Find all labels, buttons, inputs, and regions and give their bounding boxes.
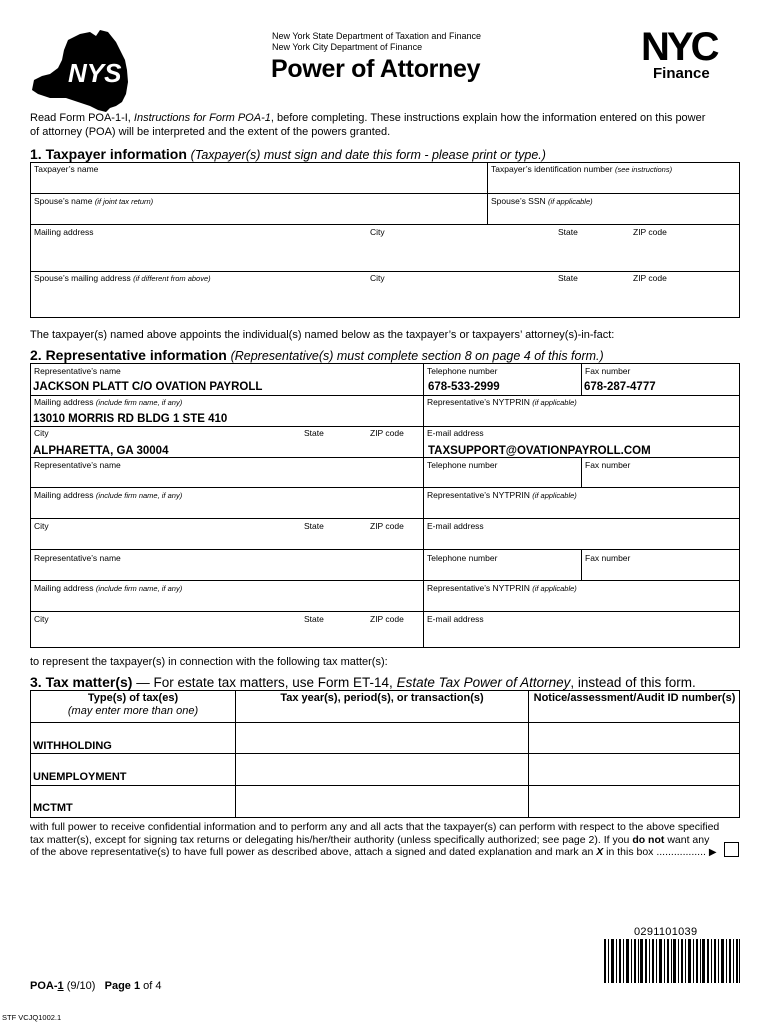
- rep3-city-label: City: [34, 614, 49, 624]
- spouse-ssn-field[interactable]: [488, 206, 739, 223]
- rep3-email-label: E-mail address: [427, 614, 484, 624]
- full-power-checkbox[interactable]: [724, 842, 739, 857]
- spouse-name-field[interactable]: [31, 206, 486, 223]
- spouse-ssn-label: Spouse’s SSN (if applicable): [491, 196, 593, 206]
- rep1-nytprin-label: Representative’s NYTPRIN (if applicable): [427, 397, 577, 407]
- rep3-fax-label: Fax number: [585, 553, 631, 563]
- col-notice-header: Notice/assessment/Audit ID number(s): [533, 692, 736, 704]
- rep2-zip-label: ZIP code: [370, 521, 404, 531]
- intro-line2: of attorney (POA) will be interpreted and the extent of the powers granted.: [30, 125, 391, 138]
- nys-logo: [28, 28, 143, 112]
- intro-italic: Instructions for Form POA-1: [133, 112, 271, 124]
- form-num: 1: [57, 980, 64, 992]
- rep2-city-label: City: [34, 521, 49, 531]
- rep3-state-label: State: [304, 614, 324, 624]
- barcode-image: [604, 939, 740, 983]
- nyc-logo-sub: Finance: [653, 65, 710, 82]
- spouse-name-label: Spouse’s name (if joint tax return): [34, 196, 154, 206]
- full-power-line2-end: want any: [667, 833, 710, 846]
- dept-line-2: New York City Department of Finance: [272, 42, 423, 52]
- full-power-line3-post: in this box .................: [606, 846, 706, 858]
- taxpayer-id-label: Taxpayer’s identification number (see instructions): [491, 164, 673, 174]
- taxpayer-name-label: Taxpayer’s name: [34, 164, 99, 174]
- rep2-fax-label: Fax number: [585, 460, 631, 470]
- barcode-number: 0291101039: [634, 926, 698, 938]
- rep1-email-label: E-mail address: [427, 428, 484, 438]
- taxpayer-id-field[interactable]: [488, 174, 739, 192]
- rep1-zip-label: ZIP code: [370, 428, 404, 438]
- col-period-header: Tax year(s), period(s), or transaction(s): [280, 692, 484, 704]
- col-type-title: Type(s) of tax(es): [87, 692, 179, 704]
- nyc-logo-text: NYC: [641, 25, 717, 69]
- nys-logo-text: NYS: [68, 58, 122, 88]
- section3-heading: [30, 674, 696, 690]
- col-type-header: [31, 692, 235, 718]
- intro-text: [30, 112, 745, 139]
- section2-title: 2. Representative information: [30, 347, 227, 363]
- rep2-email-label: E-mail address: [427, 521, 484, 531]
- spouse-state-label: State: [558, 273, 578, 283]
- rep2-state-label: State: [304, 521, 324, 531]
- mailing-address-field[interactable]: [31, 238, 739, 270]
- full-power-line2: tax matter(s), except for signing tax returns or delegating his/her/their authority (unless specifically authorized; see page 2). If you: [30, 833, 630, 846]
- rep1-name-label: Representative’s name: [34, 366, 121, 376]
- tax-type-row-3[interactable]: MCTMT: [33, 802, 73, 814]
- rep3-mailing-label: Mailing address (include firm name, if any): [34, 583, 183, 593]
- rep1-email-value[interactable]: TAXSUPPORT@OVATIONPAYROLL.COM: [428, 445, 651, 457]
- rep2-nytprin-label: Representative’s NYTPRIN (if applicable): [427, 490, 577, 500]
- form-footer: [30, 980, 162, 992]
- intro-pre: Read Form POA-1-I,: [30, 112, 134, 124]
- page-of: of 4: [143, 980, 162, 992]
- rep1-telephone-value[interactable]: 678-533-2999: [428, 381, 500, 393]
- rep2-telephone-label: Telephone number: [427, 460, 498, 470]
- appoints-text: The taxpayer(s) named above appoints the individual(s) named below as the taxpayer’s or taxpayers’ attorney(s)-in-fact:: [30, 329, 615, 341]
- spouse-mailing-field[interactable]: [31, 284, 739, 317]
- rep1-mailing-label: Mailing address (include firm name, if any): [34, 397, 183, 407]
- intro-post: , before completing. These instructions explain how the information entered on this power: [270, 112, 706, 124]
- rep2-mailing-label: Mailing address (include firm name, if any): [34, 490, 183, 500]
- tax-type-row-1[interactable]: WITHHOLDING: [33, 740, 112, 752]
- section3-dash-text: — For estate tax matters, use Form ET-14,: [136, 675, 397, 690]
- page-title: Power of Attorney: [271, 55, 481, 83]
- rep1-state-label: State: [304, 428, 324, 438]
- rep1-mailing-value[interactable]: 13010 MORRIS RD BLDG 1 STE 410: [33, 413, 228, 425]
- rep3-name-label: Representative’s name: [34, 553, 121, 563]
- rep1-name-value[interactable]: JACKSON PLATT C/O OVATION PAYROLL: [33, 381, 263, 393]
- full-power-x-mark: X: [596, 846, 604, 858]
- rep3-telephone-label: Telephone number: [427, 553, 498, 563]
- form-id: POA-: [30, 980, 58, 992]
- zip-label: ZIP code: [633, 227, 667, 237]
- stf-code: STF VCJQ1002.1: [2, 1013, 62, 1022]
- rep1-city-state-zip-value[interactable]: ALPHARETTA, GA 30004: [33, 445, 169, 457]
- section3-title: 3. Tax matter(s): [30, 674, 133, 690]
- city-label: City: [370, 227, 385, 237]
- state-label: State: [558, 227, 578, 237]
- rep1-fax-value[interactable]: 678-287-4777: [584, 381, 656, 393]
- full-power-line1: with full power to receive confidential information and to perform any and all acts that the taxpayer(s) can perform with respect to the above specified: [30, 821, 720, 833]
- section2-subtitle: (Representative(s) must complete section 8 on page 4 of this form.): [230, 349, 604, 363]
- rep2-name-field[interactable]: [31, 471, 422, 486]
- taxpayer-name-field[interactable]: [31, 174, 486, 192]
- full-power-text: [30, 821, 730, 860]
- full-power-line3: of the above representative(s) to have full power as described above, attach a signed and dated explanation and mark an: [30, 846, 594, 858]
- rep2-name-label: Representative’s name: [34, 460, 121, 470]
- rep2-mailing-field[interactable]: [31, 501, 422, 517]
- nyc-finance-logo: [641, 25, 741, 84]
- represent-text: to represent the taxpayer(s) in connection with the following tax matter(s):: [30, 656, 388, 668]
- form-revision: (9/10): [66, 980, 96, 992]
- arrow-icon: ▶: [708, 847, 717, 858]
- section3-end-text: , instead of this form.: [570, 675, 696, 690]
- col-type-subtitle: (may enter more than one): [67, 705, 199, 717]
- section2-heading: [30, 347, 604, 363]
- spouse-city-label: City: [370, 273, 385, 283]
- dept-line-1: New York State Department of Taxation and Finance: [272, 31, 481, 41]
- mailing-address-label: Mailing address: [34, 227, 94, 237]
- spouse-zip-label: ZIP code: [633, 273, 667, 283]
- section1-subtitle: (Taxpayer(s) must sign and date this form - please print or type.): [190, 148, 546, 162]
- rep3-nytprin-label: Representative’s NYTPRIN (if applicable): [427, 583, 577, 593]
- page-label: Page 1: [104, 980, 141, 992]
- section1-heading: [30, 146, 546, 162]
- spouse-mailing-label: Spouse’s mailing address (if different from above): [34, 273, 211, 283]
- rep1-nytprin-field[interactable]: [424, 408, 739, 425]
- tax-type-row-2[interactable]: UNEMPLOYMENT: [33, 771, 127, 783]
- rep3-zip-label: ZIP code: [370, 614, 404, 624]
- section3-italic-form: Estate Tax Power of Attorney: [396, 675, 571, 690]
- rep1-city-label: City: [34, 428, 49, 438]
- section1-title: 1. Taxpayer information: [30, 146, 187, 162]
- rep1-fax-label: Fax number: [585, 366, 631, 376]
- full-power-do-not: do not: [632, 833, 665, 846]
- rep1-telephone-label: Telephone number: [427, 366, 498, 376]
